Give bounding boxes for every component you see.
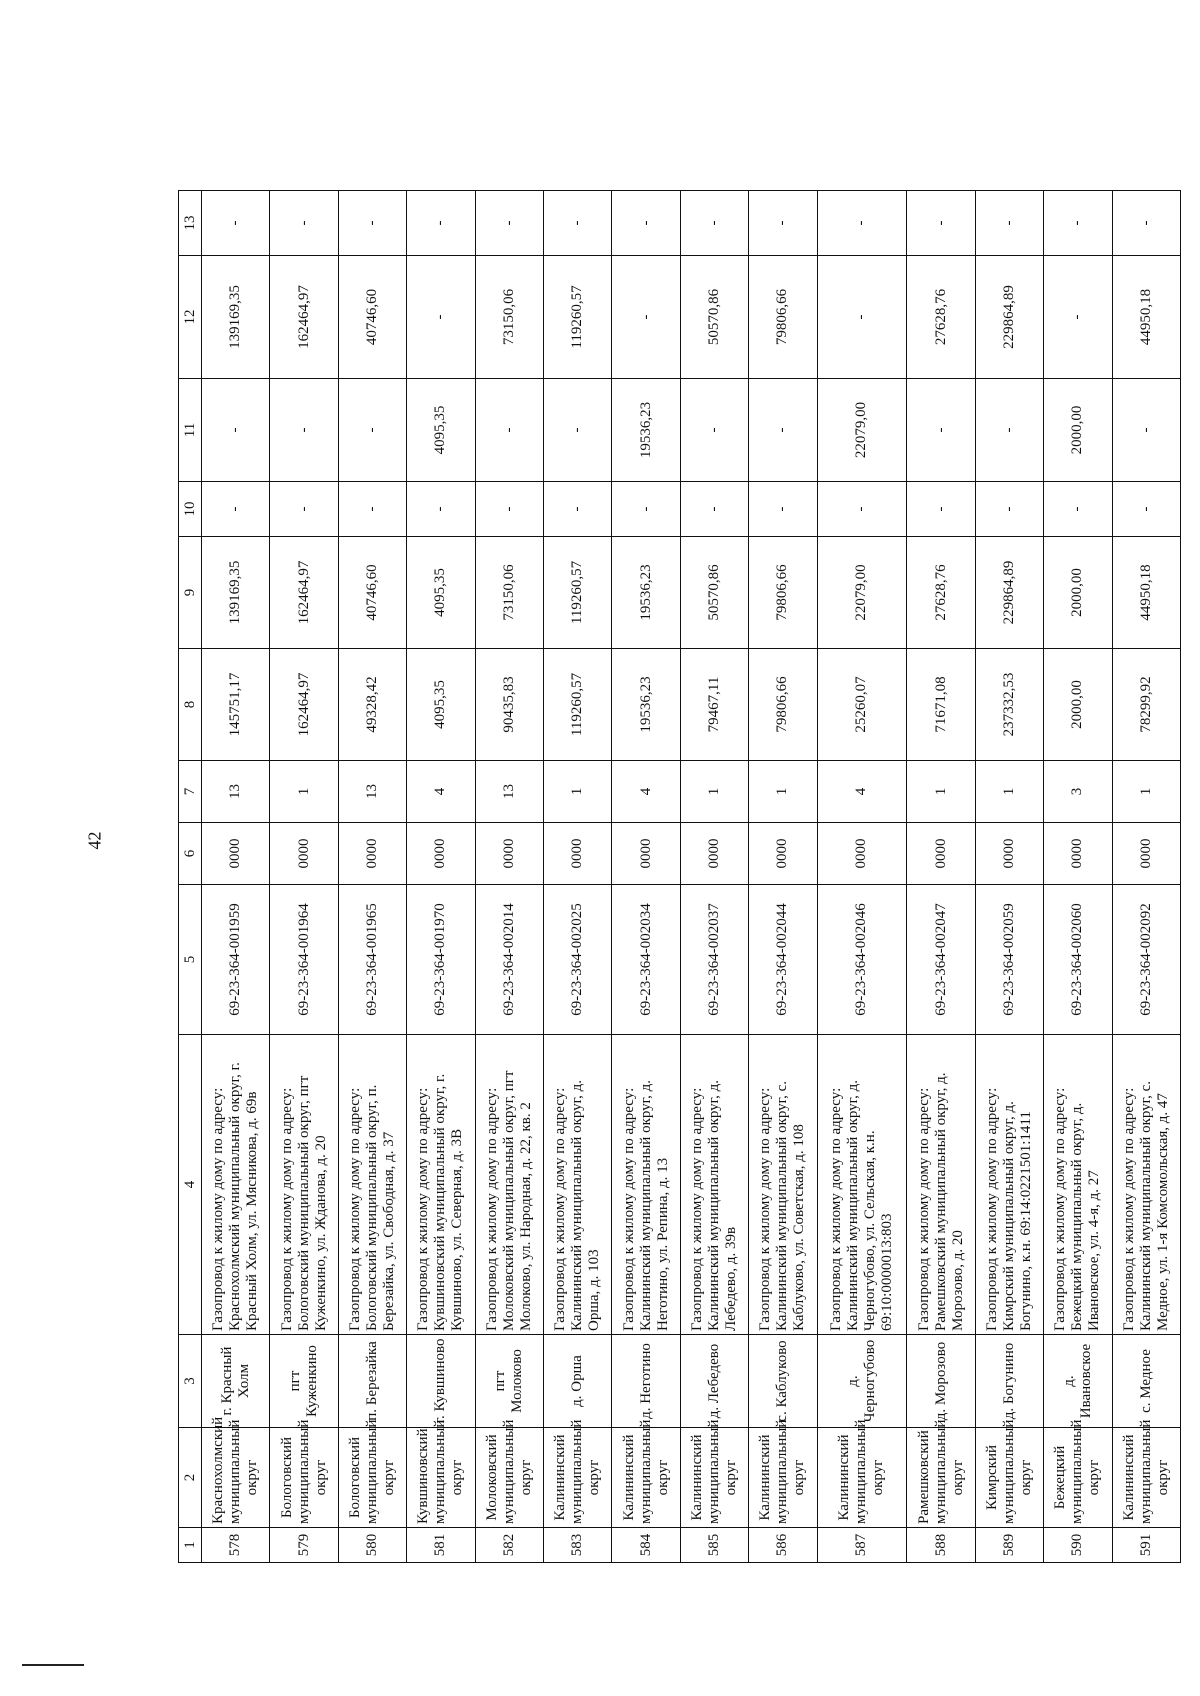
cell-c9: 22079,00	[817, 537, 907, 649]
cell-settlement: д. Морозово	[907, 1335, 975, 1428]
cell-description: Газопровод к жилому дому по адресу: Калининский муниципальный округ, с. Медное, ул. 1-я Комсомольская, д. 47	[1112, 1035, 1180, 1335]
rotated-table-container	[178, 191, 1181, 1563]
cell-c9: 44950,18	[1112, 537, 1180, 649]
cell-c11: -	[1112, 379, 1180, 482]
cell-num: 585	[680, 1528, 748, 1563]
cell-c8: 90435,83	[475, 649, 543, 761]
cell-c9: 79806,66	[749, 537, 817, 649]
cell-settlement: пгт Куженкино	[270, 1335, 338, 1428]
cell-c6: 0000	[1044, 823, 1112, 885]
cell-c8: 2000,00	[1044, 649, 1112, 761]
cell-c7: 3	[1044, 761, 1112, 823]
cell-c6: 0000	[817, 823, 907, 885]
cell-c7: 1	[1112, 761, 1180, 823]
cell-settlement: с. Медное	[1112, 1335, 1180, 1428]
cell-district: Калининский муниципальный округ	[749, 1428, 817, 1528]
cell-c13: -	[475, 191, 543, 256]
table-row	[475, 191, 543, 1563]
cell-c7: 1	[543, 761, 611, 823]
cell-settlement: п. Березайка	[338, 1335, 406, 1428]
cell-district: Кимрский муниципальный округ	[975, 1428, 1043, 1528]
cell-district: Краснохолмский муниципальный округ	[202, 1428, 270, 1528]
cell-code: 69-23-364-002060	[1044, 885, 1112, 1035]
cell-c9: 139169,35	[202, 537, 270, 649]
table-row	[817, 191, 907, 1563]
cell-settlement: д. Лебедево	[680, 1335, 748, 1428]
cell-num: 578	[202, 1528, 270, 1563]
cell-settlement: д. Орша	[543, 1335, 611, 1428]
column-header: 7	[179, 761, 202, 823]
cell-c9: 50570,86	[680, 537, 748, 649]
cell-c13: -	[543, 191, 611, 256]
cell-c10: -	[475, 482, 543, 537]
table-row	[407, 191, 475, 1563]
cell-c8: 25260,07	[817, 649, 907, 761]
cell-c12: 139169,35	[202, 256, 270, 379]
cell-c10: -	[612, 482, 680, 537]
cell-description: Газопровод к жилому дому по адресу: Бологовский муниципальный округ, пгт Куженкино, ул. Жданова, д. 20	[270, 1035, 338, 1335]
column-header: 11	[179, 379, 202, 482]
cell-c9: 162464,97	[270, 537, 338, 649]
cell-code: 69-23-364-002046	[817, 885, 907, 1035]
cell-c7: 13	[475, 761, 543, 823]
cell-description: Газопровод к жилому дому по адресу: Калининский муниципальный округ, с. Каблуково, ул. Советская, д. 108	[749, 1035, 817, 1335]
cell-c12: 50570,86	[680, 256, 748, 379]
cell-code: 69-23-364-002014	[475, 885, 543, 1035]
cell-c13: -	[407, 191, 475, 256]
column-header: 4	[179, 1035, 202, 1335]
cell-code: 69-23-364-002037	[680, 885, 748, 1035]
column-header: 5	[179, 885, 202, 1035]
cell-c8: 19536,23	[612, 649, 680, 761]
table-row	[202, 191, 270, 1563]
cell-district: Калининский муниципальный округ	[817, 1428, 907, 1528]
cell-settlement: д. Черногубово	[817, 1335, 907, 1428]
cell-c6: 0000	[407, 823, 475, 885]
cell-description: Газопровод к жилому дому по адресу: Бежецкий муниципальный округ, д. Ивановское, ул. 4-я, д. 27	[1044, 1035, 1112, 1335]
column-header: 2	[179, 1428, 202, 1528]
cell-c10: -	[817, 482, 907, 537]
cell-c10: -	[1112, 482, 1180, 537]
cell-c8: 71671,08	[907, 649, 975, 761]
cell-num: 579	[270, 1528, 338, 1563]
cell-c13: -	[749, 191, 817, 256]
cell-district: Калининский муниципальный округ	[1112, 1428, 1180, 1528]
table-row	[749, 191, 817, 1563]
cell-district: Калининский муниципальный округ	[680, 1428, 748, 1528]
cell-c13: -	[612, 191, 680, 256]
cell-c10: -	[338, 482, 406, 537]
cell-c10: -	[1044, 482, 1112, 537]
table-row	[1044, 191, 1112, 1563]
cell-code: 69-23-364-001959	[202, 885, 270, 1035]
cell-district: Кувшиновский муниципальный округ	[407, 1428, 475, 1528]
cell-district: Бологовский муниципальный округ	[338, 1428, 406, 1528]
cell-c9: 19536,23	[612, 537, 680, 649]
column-header: 6	[179, 823, 202, 885]
cell-c7: 1	[749, 761, 817, 823]
cell-code: 69-23-364-002047	[907, 885, 975, 1035]
cell-num: 588	[907, 1528, 975, 1563]
cell-c10: -	[907, 482, 975, 537]
cell-settlement: д. Неготино	[612, 1335, 680, 1428]
cell-code: 69-23-364-002025	[543, 885, 611, 1035]
cell-c9: 119260,57	[543, 537, 611, 649]
cell-c7: 1	[270, 761, 338, 823]
table-row	[543, 191, 611, 1563]
table-row	[1112, 191, 1180, 1563]
cell-c12: -	[1044, 256, 1112, 379]
cell-c13: -	[270, 191, 338, 256]
column-header: 10	[179, 482, 202, 537]
cell-c6: 0000	[680, 823, 748, 885]
cell-c12: -	[817, 256, 907, 379]
cell-c7: 4	[817, 761, 907, 823]
cell-c11: -	[543, 379, 611, 482]
cell-c9: 229864,89	[975, 537, 1043, 649]
cell-c10: -	[749, 482, 817, 537]
cell-c7: 1	[680, 761, 748, 823]
cell-c6: 0000	[475, 823, 543, 885]
cell-c12: -	[407, 256, 475, 379]
cell-c9: 27628,76	[907, 537, 975, 649]
column-header: 13	[179, 191, 202, 256]
cell-district: Рамешковский муниципальный округ	[907, 1428, 975, 1528]
cell-description: Газопровод к жилому дому по адресу: Калининский муниципальный округ, д. Лебедево, д. 39в	[680, 1035, 748, 1335]
cell-code: 69-23-364-002044	[749, 885, 817, 1035]
cell-c11: 4095,35	[407, 379, 475, 482]
cell-settlement: пгт Молоково	[475, 1335, 543, 1428]
cell-c12: 44950,18	[1112, 256, 1180, 379]
cell-description: Газопровод к жилому дому по адресу: Бологовский муниципальный округ, п. Березайка, ул. Свободная, д. 37	[338, 1035, 406, 1335]
column-number-header	[179, 191, 202, 1563]
cell-c6: 0000	[543, 823, 611, 885]
cell-c6: 0000	[338, 823, 406, 885]
cell-c12: 27628,76	[907, 256, 975, 379]
cell-description: Газопровод к жилому дому по адресу: Краснохолмский муниципальный округ, г. Красный Холм, ул. Мясникова, д. 69в	[202, 1035, 270, 1335]
cell-district: Молоковский муниципальный округ	[475, 1428, 543, 1528]
cell-c10: -	[975, 482, 1043, 537]
cell-num: 590	[1044, 1528, 1112, 1563]
cell-c7: 13	[202, 761, 270, 823]
cell-settlement: г. Красный Холм	[202, 1335, 270, 1428]
cell-c10: -	[407, 482, 475, 537]
cell-c11: 19536,23	[612, 379, 680, 482]
cell-settlement: г. Кувшиново	[407, 1335, 475, 1428]
cell-num: 582	[475, 1528, 543, 1563]
table-row	[975, 191, 1043, 1563]
cell-num: 580	[338, 1528, 406, 1563]
cell-c13: -	[202, 191, 270, 256]
cell-num: 591	[1112, 1528, 1180, 1563]
cell-c10: -	[543, 482, 611, 537]
cell-code: 69-23-364-002059	[975, 885, 1043, 1035]
column-header: 12	[179, 256, 202, 379]
cell-c8: 162464,97	[270, 649, 338, 761]
cell-settlement: с. Каблуково	[749, 1335, 817, 1428]
cell-code: 69-23-364-002092	[1112, 885, 1180, 1035]
cell-num: 584	[612, 1528, 680, 1563]
cell-num: 581	[407, 1528, 475, 1563]
cell-num: 587	[817, 1528, 907, 1563]
cell-c13: -	[338, 191, 406, 256]
cell-c12: -	[612, 256, 680, 379]
cell-num: 589	[975, 1528, 1043, 1563]
cell-c7: 1	[907, 761, 975, 823]
cell-c6: 0000	[975, 823, 1043, 885]
cell-description: Газопровод к жилому дому по адресу: Рамешковский муниципальный округ, д. Морозово, д. 20	[907, 1035, 975, 1335]
table-row	[907, 191, 975, 1563]
cell-c11: -	[749, 379, 817, 482]
cell-c8: 119260,57	[543, 649, 611, 761]
cell-c9: 40746,60	[338, 537, 406, 649]
cell-c6: 0000	[202, 823, 270, 885]
cell-c6: 0000	[1112, 823, 1180, 885]
cell-description: Газопровод к жилому дому по адресу: Молоковский муниципальный округ, пгт Молоково, ул. Народная, д. 22, кв. 2	[475, 1035, 543, 1335]
cell-c13: -	[1112, 191, 1180, 256]
cell-c11: -	[475, 379, 543, 482]
cell-settlement: д. Ивановское	[1044, 1335, 1112, 1428]
table-row	[680, 191, 748, 1563]
cell-description: Газопровод к жилому дому по адресу: Калининский муниципальный округ, д. Неготино, ул. Репина, д. 13	[612, 1035, 680, 1335]
table-row	[338, 191, 406, 1563]
cell-code: 69-23-364-001964	[270, 885, 338, 1035]
cell-c13: -	[1044, 191, 1112, 256]
cell-c8: 4095,35	[407, 649, 475, 761]
cell-num: 586	[749, 1528, 817, 1563]
column-header: 9	[179, 537, 202, 649]
cell-c9: 4095,35	[407, 537, 475, 649]
cell-c13: -	[817, 191, 907, 256]
cell-settlement: д. Богунино	[975, 1335, 1043, 1428]
cell-c9: 2000,00	[1044, 537, 1112, 649]
cell-c11: 2000,00	[1044, 379, 1112, 482]
cell-c12: 73150,06	[475, 256, 543, 379]
cell-description: Газопровод к жилому дому по адресу: Кувшиновский муниципальный округ, г. Кувшиново, ул. Северная, д. 3В	[407, 1035, 475, 1335]
cell-c9: 73150,06	[475, 537, 543, 649]
cell-c8: 79806,66	[749, 649, 817, 761]
cell-c8: 79467,11	[680, 649, 748, 761]
cell-c12: 40746,60	[338, 256, 406, 379]
cell-c11: -	[270, 379, 338, 482]
cell-code: 69-23-364-001965	[338, 885, 406, 1035]
footer-line	[22, 1664, 84, 1666]
page-number: 42	[84, 831, 105, 850]
cell-c13: -	[907, 191, 975, 256]
column-header: 1	[179, 1528, 202, 1563]
cell-description: Газопровод к жилому дому по адресу: Калининский муниципальный округ, д. Орша, д. 103	[543, 1035, 611, 1335]
cell-c6: 0000	[907, 823, 975, 885]
cell-c8: 49328,42	[338, 649, 406, 761]
table-row	[612, 191, 680, 1563]
cell-c6: 0000	[270, 823, 338, 885]
cell-c8: 78299,92	[1112, 649, 1180, 761]
cell-c11: -	[975, 379, 1043, 482]
cell-district: Бологовский муниципальный округ	[270, 1428, 338, 1528]
cell-c8: 237332,53	[975, 649, 1043, 761]
cell-c11: -	[338, 379, 406, 482]
cell-c10: -	[202, 482, 270, 537]
cell-code: 69-23-364-001970	[407, 885, 475, 1035]
cell-c12: 79806,66	[749, 256, 817, 379]
cell-c13: -	[975, 191, 1043, 256]
cell-c12: 119260,57	[543, 256, 611, 379]
column-header: 3	[179, 1335, 202, 1428]
cell-district: Калининский муниципальный округ	[543, 1428, 611, 1528]
cell-c12: 162464,97	[270, 256, 338, 379]
cell-c6: 0000	[612, 823, 680, 885]
cell-district: Калининский муниципальный округ	[612, 1428, 680, 1528]
cell-c8: 145751,17	[202, 649, 270, 761]
table-row	[270, 191, 338, 1563]
gas-pipeline-table	[178, 190, 1181, 1563]
cell-code: 69-23-364-002034	[612, 885, 680, 1035]
cell-c7: 1	[975, 761, 1043, 823]
cell-c10: -	[680, 482, 748, 537]
cell-c6: 0000	[749, 823, 817, 885]
cell-c7: 4	[612, 761, 680, 823]
cell-description: Газопровод к жилому дому по адресу: Калининский муниципальный округ, д. Черногубово, ул. Сельская, к.н. 69:10:0000013:803	[817, 1035, 907, 1335]
cell-c11: 22079,00	[817, 379, 907, 482]
cell-c10: -	[270, 482, 338, 537]
cell-c11: -	[907, 379, 975, 482]
cell-c12: 229864,89	[975, 256, 1043, 379]
column-header: 8	[179, 649, 202, 761]
cell-c7: 13	[338, 761, 406, 823]
cell-c13: -	[680, 191, 748, 256]
cell-num: 583	[543, 1528, 611, 1563]
cell-district: Бежецкий муниципальный округ	[1044, 1428, 1112, 1528]
cell-c7: 4	[407, 761, 475, 823]
cell-description: Газопровод к жилому дому по адресу: Кимрский муниципальный округ, д. Богунино, к.н. 69:14:0221501:1411	[975, 1035, 1043, 1335]
cell-c11: -	[680, 379, 748, 482]
cell-c11: -	[202, 379, 270, 482]
